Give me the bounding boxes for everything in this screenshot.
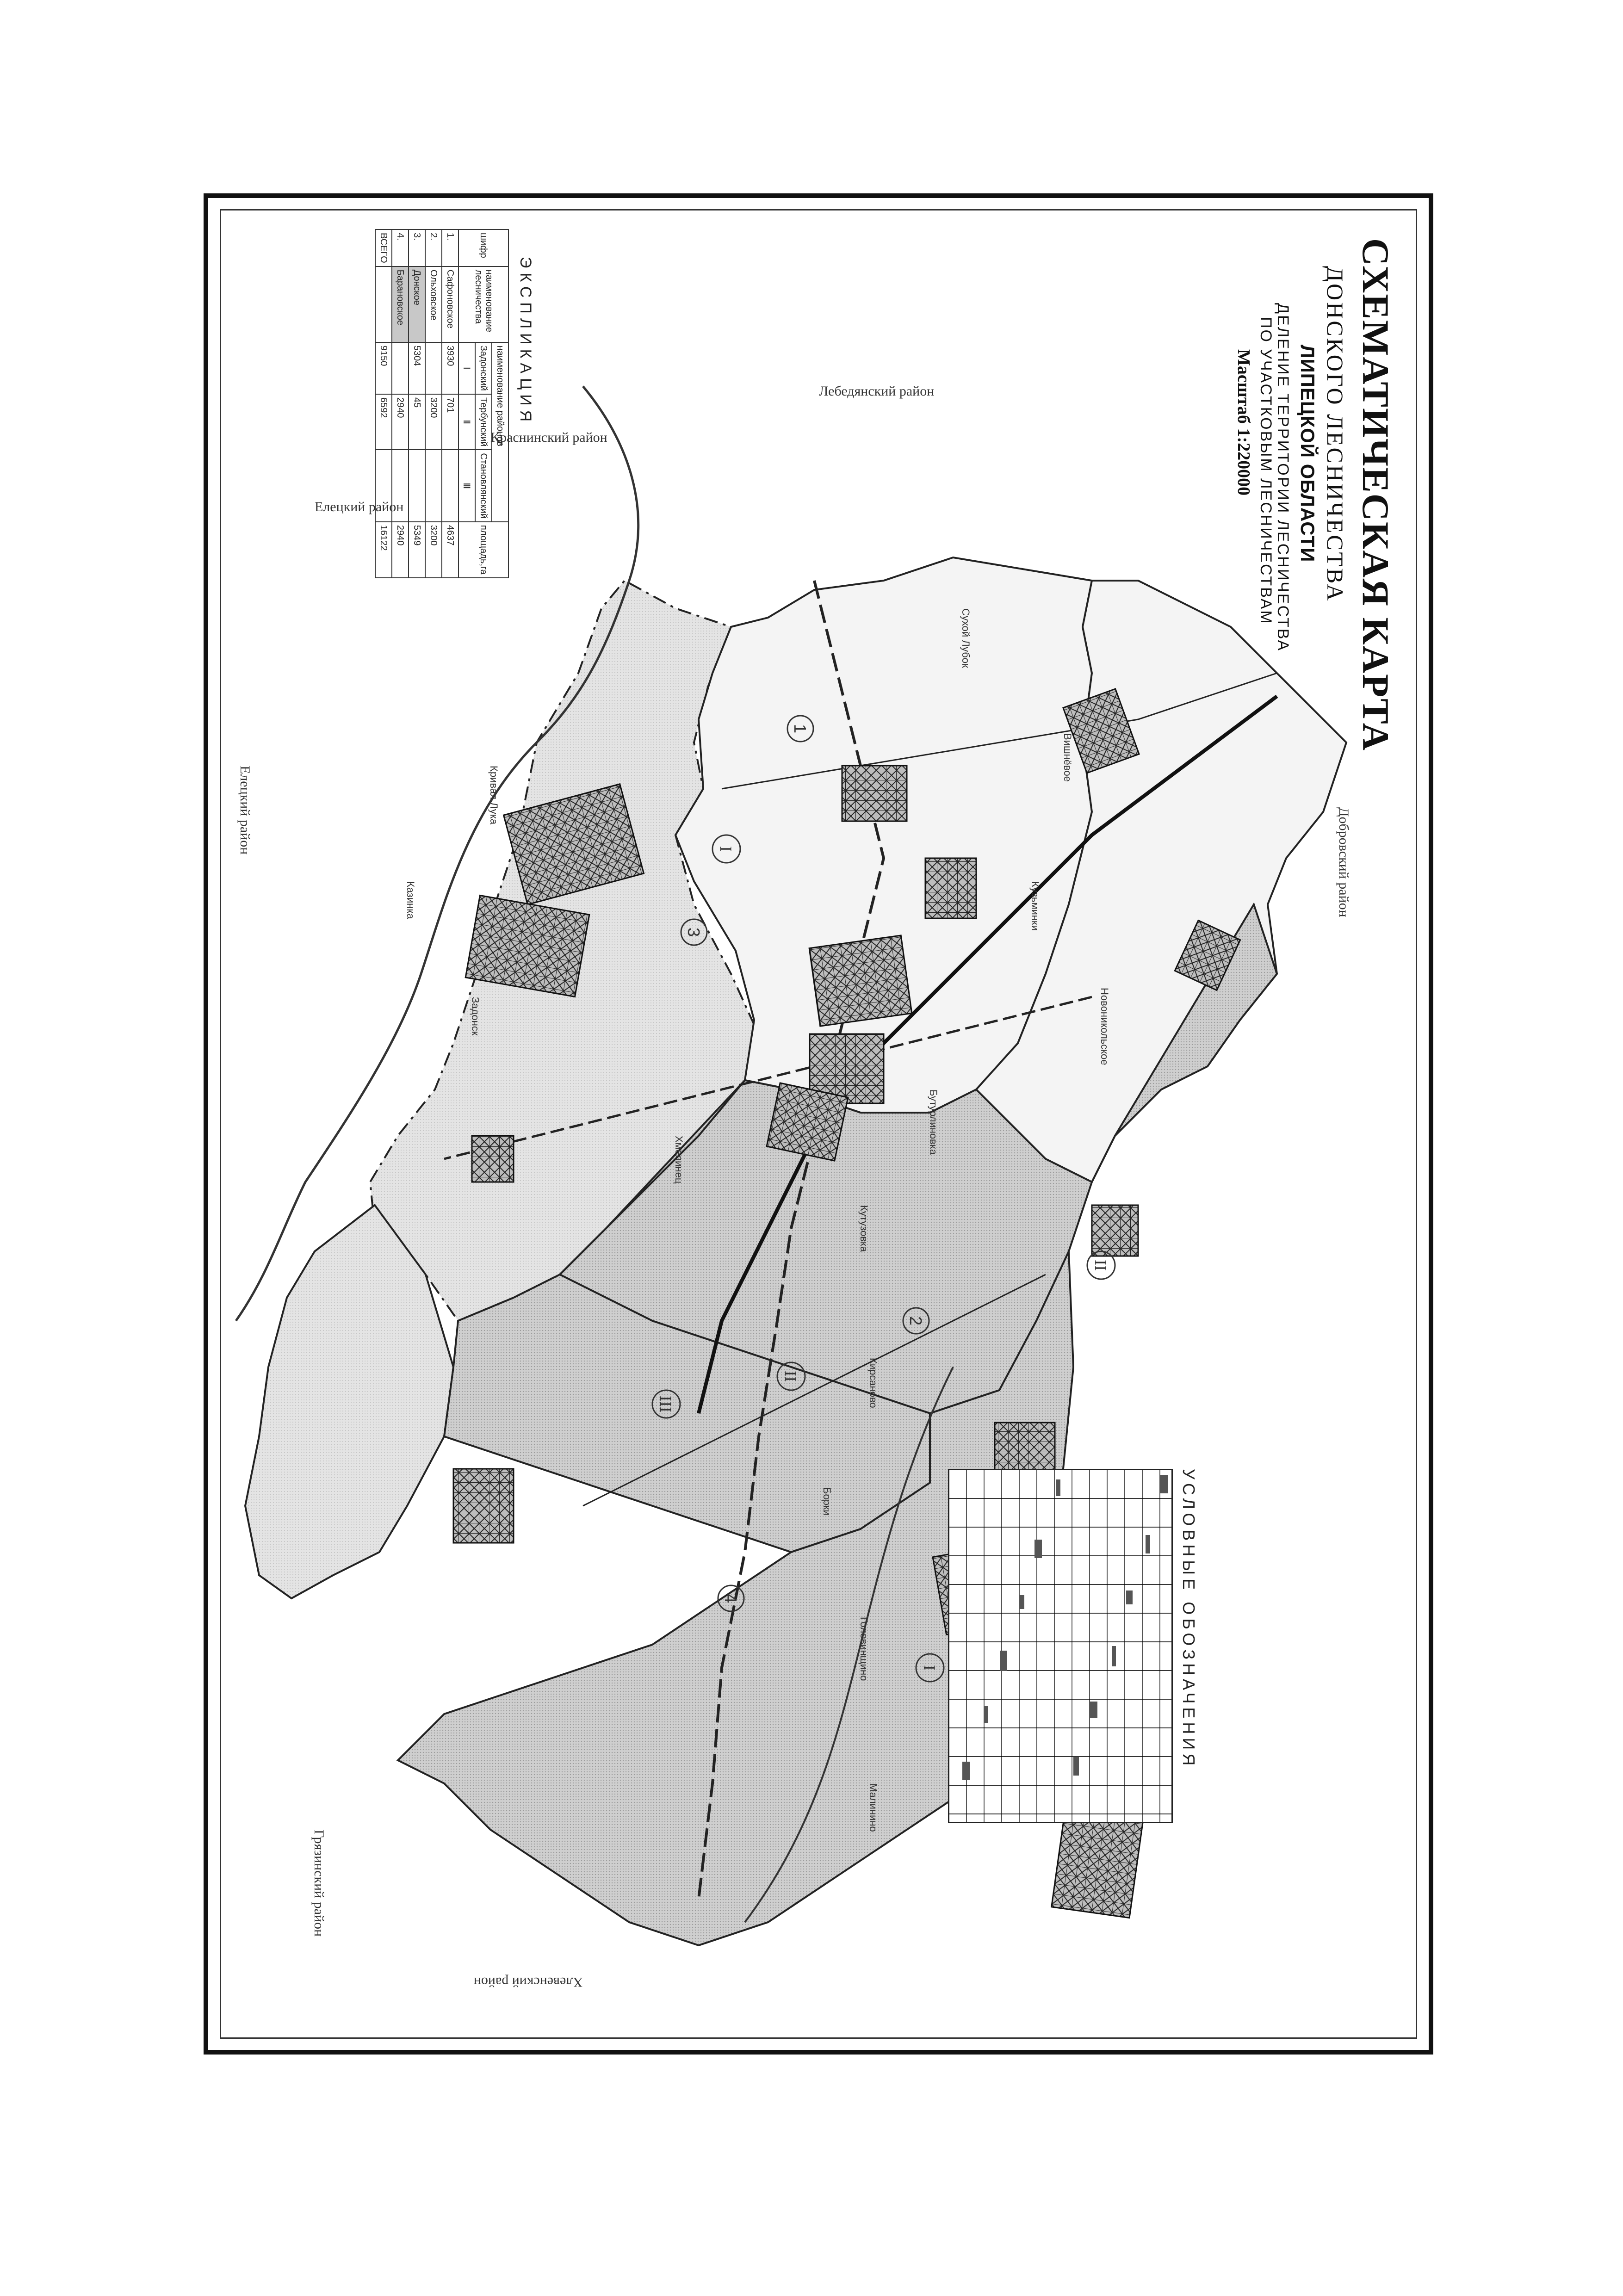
neighbor-gryazinsky-label: Грязинский район [311,1830,327,1937]
svg-text:Борки: Борки [821,1487,833,1516]
district-number: 3 [684,927,703,937]
col-header-col1: Задонский [475,342,492,394]
svg-text:Казинка: Казинка [405,881,416,919]
rotated-map-content [221,210,1416,2037]
map-description-line1: ДЕЛЕНИЕ ТЕРРИТОРИИ ЛЕСНИЧЕСТВА [1274,303,1292,652]
col-header-name: наименование лесничества [458,266,508,342]
map-subtitle: ДОНСКОГО ЛЕСНИЧЕСТВА [1322,266,1348,603]
map-title: СХЕМАТИЧЕСКАЯ КАРТА [1355,238,1397,751]
svg-text:I: I [717,846,735,852]
legend-title: УСЛОВНЫЕ ОБОЗНАЧЕНИЯ [1179,1469,1198,1770]
table-row-total: ВСЕГО 9150 6592 16122 [375,229,392,578]
col-header-col2: Тербунский [475,394,492,450]
svg-text:Кирсаново: Кирсаново [867,1358,879,1408]
map-description-line2: ПО УЧАСТКОВЫМ ЛЕСНИЧЕСТВАМ [1257,317,1275,625]
svg-text:I: I [920,1665,939,1671]
neighbor-krasninsky-label: Краснинский район [490,430,607,445]
svg-text:Бутурлиновка: Бутурлиновка [928,1089,939,1155]
svg-text:Кривая Лука: Кривая Лука [488,766,500,825]
svg-text:Задонск: Задонск [470,997,481,1036]
legend-symbols [949,1470,1171,1822]
col-header-num2: Ⅱ [458,394,475,450]
map-scale: Масштаб 1:220000 [1234,349,1253,496]
svg-text:Головинщино: Головинщино [858,1617,870,1681]
neighbor-yeletsky-s-label: Елецкий район [237,766,253,855]
svg-text:Малинино: Малинино [867,1783,879,1832]
explication-table [375,229,509,578]
legend-box [948,1469,1173,1823]
table-row: 1. Сафоновское 3930 701 4637 [442,229,458,578]
svg-text:Хмелинец: Хмелинец [673,1136,685,1184]
neighbor-khlevensky-label: Хлевенский район [473,1974,583,1990]
svg-text:II: II [1091,1260,1110,1271]
svg-text:III: III [657,1396,675,1412]
district-number: 4 [721,1593,740,1603]
col-header-num3: Ⅲ [458,450,475,521]
map-region: ЛИПЕЦКОЙ ОБЛАСТИ [1297,345,1319,563]
svg-text:II: II [781,1371,800,1382]
svg-text:Кузьминки: Кузьминки [1029,881,1041,931]
svg-text:Сухой Лубок: Сухой Лубок [960,608,972,668]
col-header-col3: Становлянский [475,450,492,521]
district-number: 2 [906,1316,925,1326]
svg-text:Кутузовка: Кутузовка [858,1205,870,1252]
explication-title: ЭКСПЛИКАЦИЯ [517,257,534,427]
neighbor-lebedyansky-label: Лебедянский район [819,384,935,399]
svg-text:Новоникольское: Новоникольское [1099,988,1110,1065]
col-header-num1: Ⅰ [458,342,475,394]
table-row: 3. Донское 5304 45 5349 [409,229,425,578]
col-header-parts: наименование районов [492,342,508,522]
district-number: 1 [791,724,810,734]
table-row: 2. Ольховское 3200 3200 [425,229,442,578]
neighbor-yeletsky-w-label: Елецкий район [315,499,404,514]
col-header-code: шифр [458,229,508,266]
svg-text:Вишнёвое: Вишнёвое [1062,733,1073,782]
neighbor-dobrovsky-label: Добровский район [1336,807,1351,917]
col-header-area: площадь,га [458,522,508,578]
table-row: 4. Барановское 2940 2940 [392,229,409,578]
